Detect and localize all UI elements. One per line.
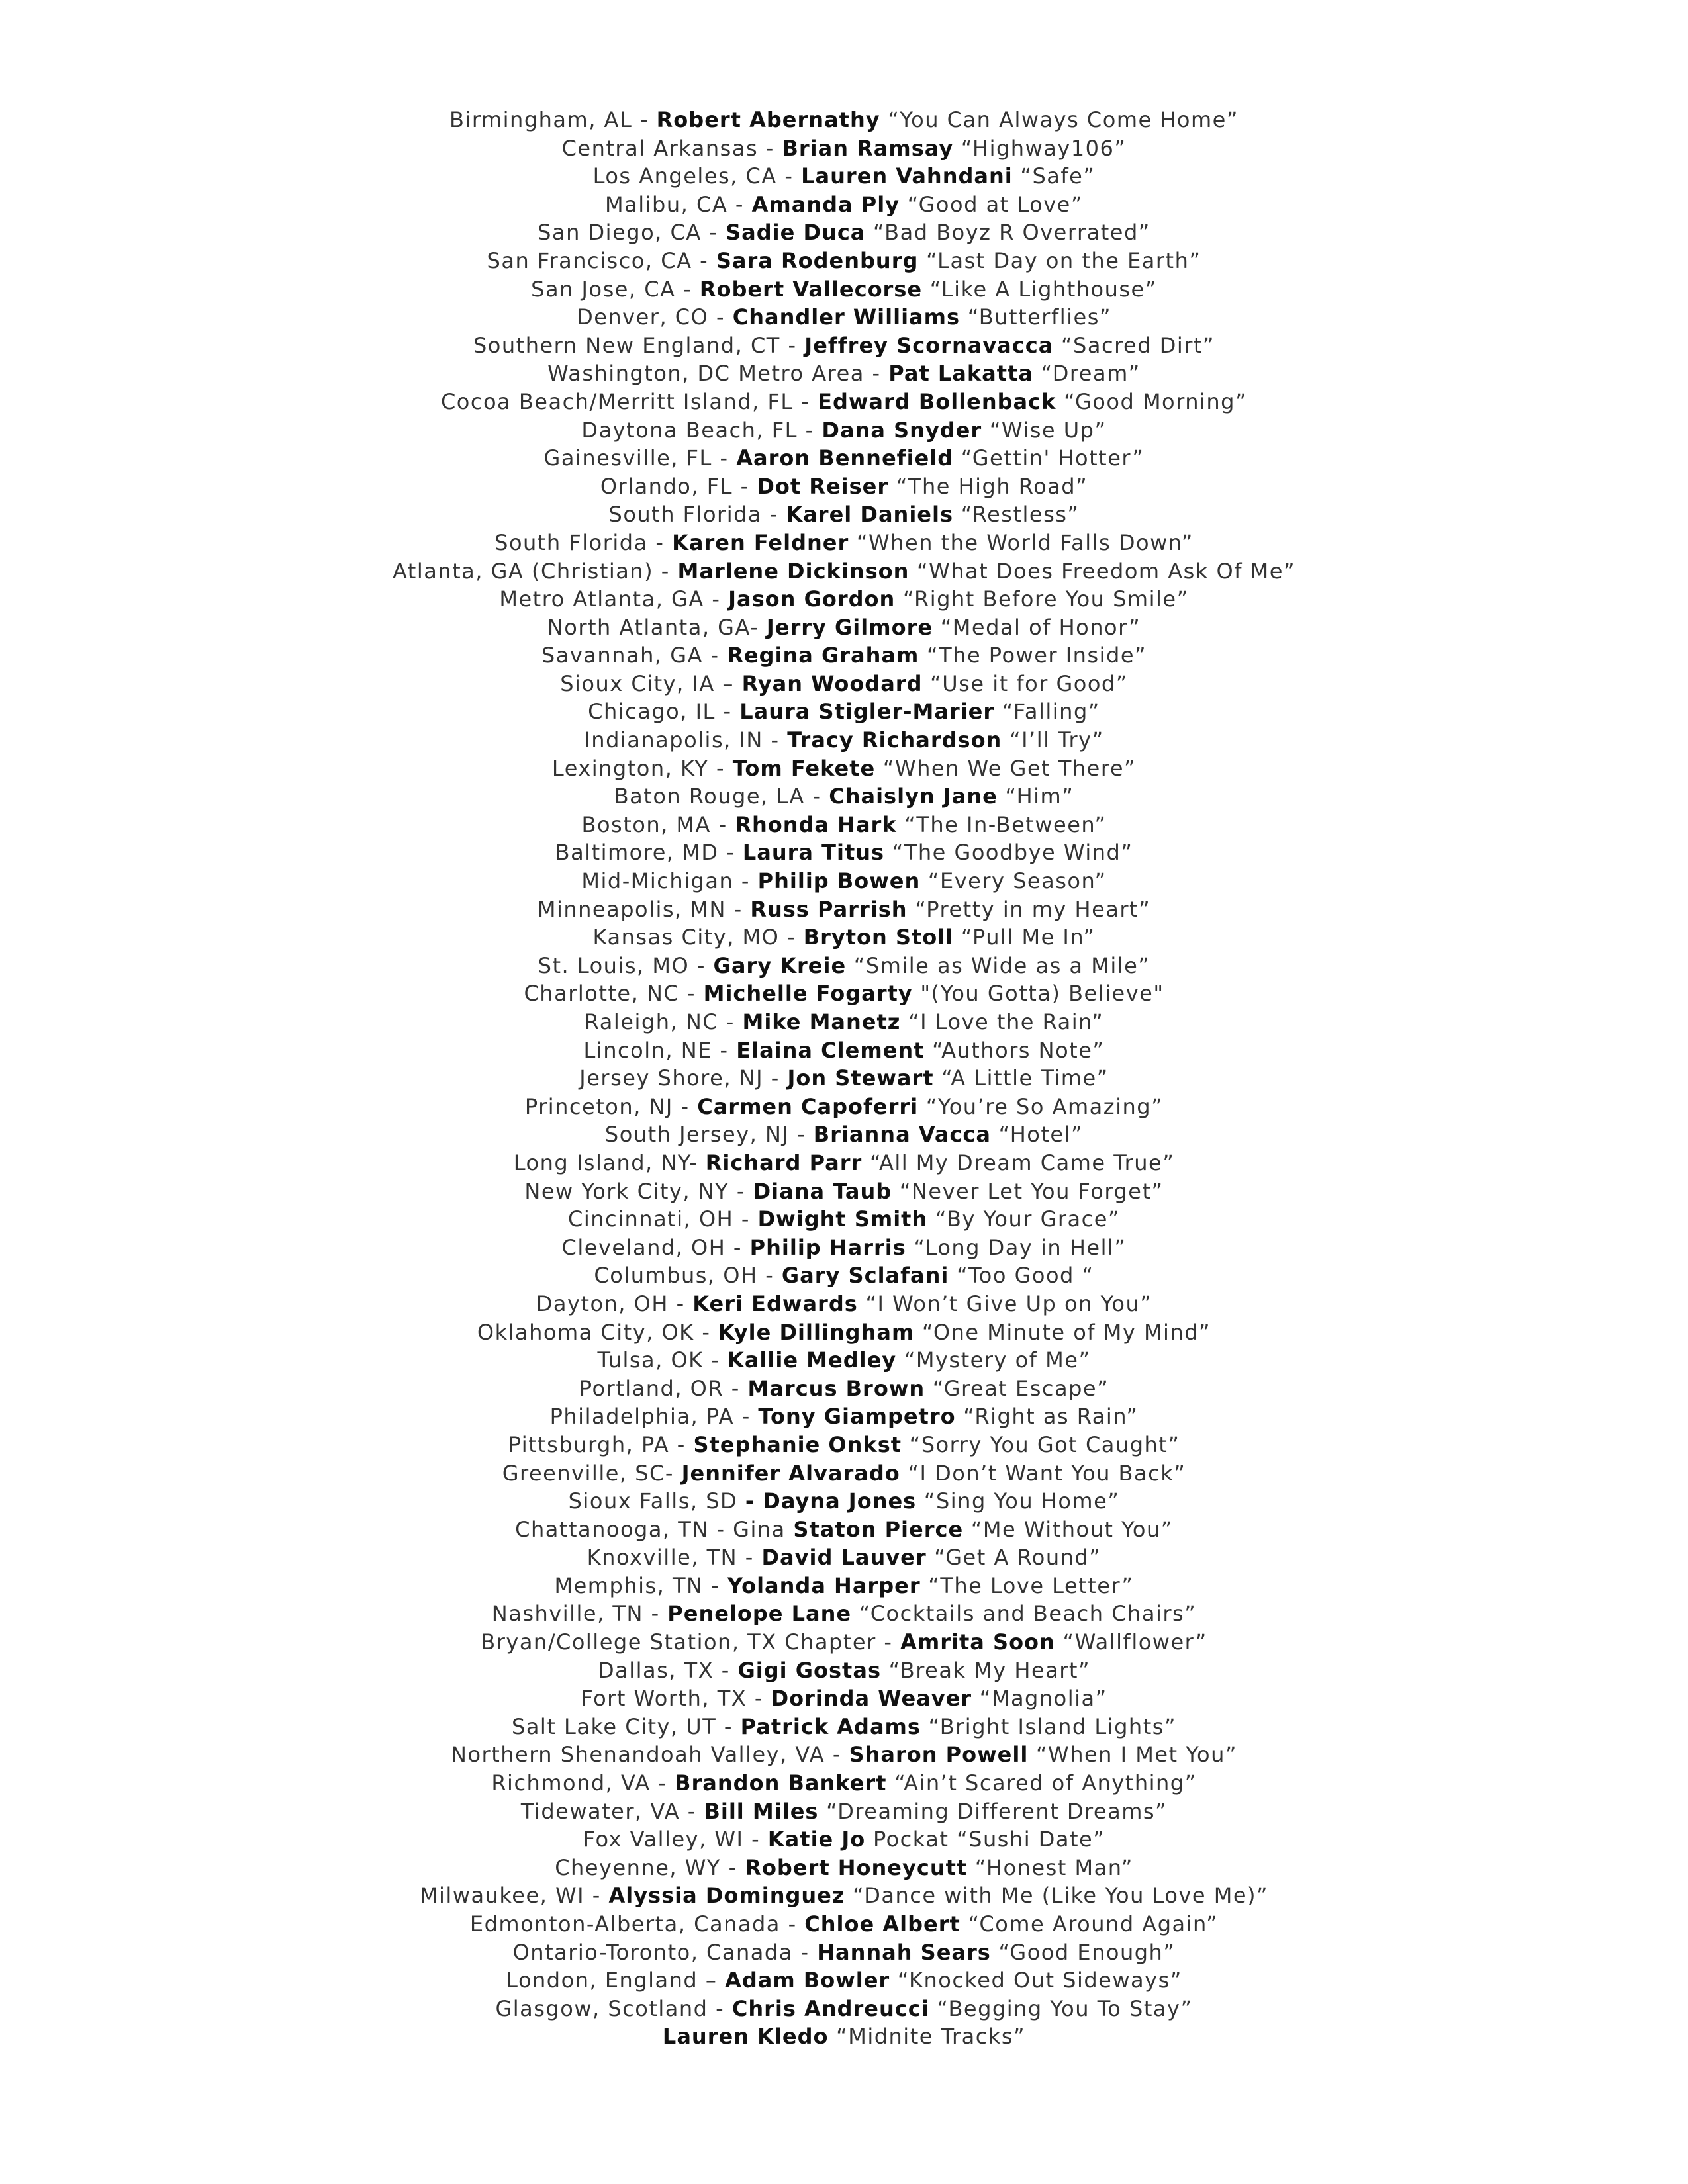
entry-line <box>0 275 1688 304</box>
entry-song-title: “When the World Falls Down” <box>849 529 1194 555</box>
entry-location: London, England – <box>506 1968 726 1993</box>
entry-song-title: “Gettin' Hotter” <box>953 445 1145 471</box>
entry-location: Lincoln, NE - <box>583 1037 737 1063</box>
entry-line <box>0 1516 1688 1544</box>
entry-song-title: “Long Day in Hell” <box>906 1234 1127 1260</box>
entry-artist-name: Michelle Fogarty <box>703 981 913 1007</box>
entry-location: Boston, MA - <box>581 811 735 837</box>
entry-artist-name: Brianna Vacca <box>813 1122 991 1148</box>
entry-song-title: “Knocked Out Sideways” <box>890 1968 1182 1993</box>
entry-location: Portland, OR - <box>579 1375 748 1401</box>
entry-location: Edmonton-Alberta, Canada - <box>469 1911 805 1936</box>
entry-location: Chattanooga, TN - Gina <box>515 1516 794 1542</box>
entry-location: Kansas City, MO - <box>592 925 804 950</box>
entry-artist-name: Patrick Adams <box>740 1713 921 1739</box>
entry-song-title: “Sorry You Got Caught” <box>902 1432 1180 1457</box>
entry-line <box>0 303 1688 332</box>
entry-artist-name: Laura Titus <box>742 840 885 866</box>
chapter-winners-list <box>0 106 1688 2051</box>
entry-location: Cheyenne, WY - <box>555 1854 745 1880</box>
entry-song-title: “Safe” <box>1012 163 1096 189</box>
entry-song-title: “The In-Between” <box>896 811 1107 837</box>
entry-artist-name: Russ Parrish <box>750 896 908 922</box>
entry-artist-name: Alyssia Dominguez <box>608 1883 845 1909</box>
entry-artist-name: Yolanda Harper <box>727 1572 921 1598</box>
entry-artist-name: Marlene Dickinson <box>677 558 910 584</box>
entry-song-title: "(You Gotta) Believe" <box>912 981 1164 1007</box>
entry-artist-name: Robert Abernathy <box>656 107 880 132</box>
entry-artist-name: Lauren Vahndani <box>801 163 1013 189</box>
entry-line <box>0 1657 1688 1685</box>
entry-artist-name: Hannah Sears <box>817 1939 991 1965</box>
entry-song-title: “Hotel” <box>990 1122 1084 1148</box>
entry-artist-name: Jennifer Alvarado <box>681 1460 900 1486</box>
entry-location: Raleigh, NC - <box>584 1009 743 1034</box>
entry-location: San Francisco, CA - <box>487 248 716 273</box>
entry-artist-name: Sara Rodenburg <box>716 248 919 273</box>
entry-location: Nashville, TN - <box>491 1601 668 1627</box>
entry-song-title: “Midnite Tracks” <box>828 2024 1026 2050</box>
entry-line <box>0 1769 1688 1797</box>
entry-line <box>0 1938 1688 1967</box>
entry-artist-name: Karen Feldner <box>672 529 849 555</box>
entry-artist-name: Keri Edwards <box>692 1291 858 1316</box>
entry-line <box>0 1741 1688 1769</box>
entry-location: San Diego, CA - <box>538 220 726 246</box>
entry-artist-name: Gary Kreie <box>713 952 847 978</box>
entry-song-title: “Bad Boyz R Overrated” <box>865 220 1150 246</box>
entry-line <box>0 952 1688 980</box>
entry-location: St. Louis, MO - <box>538 952 714 978</box>
entry-location: Southern New England, CT - <box>473 332 805 358</box>
entry-line <box>0 1910 1688 1938</box>
entry-line <box>0 1261 1688 1290</box>
entry-song-title: “Me Without You” <box>963 1516 1173 1542</box>
entry-song-title: Pockat “Sushi Date” <box>865 1827 1105 1852</box>
entry-song-title: “Magnolia” <box>972 1686 1107 1711</box>
entry-artist-name: Kallie Medley <box>727 1347 897 1373</box>
entry-artist-name: Marcus Brown <box>747 1375 925 1401</box>
entry-artist-name: Ryan Woodard <box>741 670 923 696</box>
entry-location: Lexington, KY - <box>551 755 733 781</box>
entry-artist-name: Robert Honeycutt <box>745 1854 968 1880</box>
entry-location: Central Arkansas - <box>561 135 782 161</box>
entry-location: Metro Atlanta, GA - <box>499 586 729 612</box>
entry-artist-name: - Dayna Jones <box>745 1488 917 1514</box>
entry-line <box>0 557 1688 586</box>
entry-line <box>0 585 1688 614</box>
entry-line <box>0 247 1688 275</box>
entry-line <box>0 1995 1688 2023</box>
entry-location: Cocoa Beach/Merritt Island, FL - <box>440 388 818 414</box>
entry-artist-name: Tony Giampetro <box>758 1404 956 1430</box>
entry-line <box>0 811 1688 839</box>
entry-location: North Atlanta, GA- <box>547 614 767 640</box>
entry-location: Washington, DC Metro Area - <box>547 361 889 387</box>
entry-line <box>0 218 1688 247</box>
entry-song-title: “Right as Rain” <box>955 1404 1139 1430</box>
entry-song-title: “Begging You To Stay” <box>929 1995 1193 2021</box>
entry-song-title: “When We Get There” <box>875 755 1137 781</box>
entry-artist-name: Philip Harris <box>749 1234 906 1260</box>
entry-song-title: “Good at Love” <box>900 191 1083 217</box>
entry-location: Bryan/College Station, TX Chapter - <box>481 1629 901 1655</box>
entry-location: Oklahoma City, OK - <box>477 1319 719 1345</box>
entry-location: Charlotte, NC - <box>524 981 704 1007</box>
entry-artist-name: Staton Pierce <box>793 1516 964 1542</box>
entry-song-title: “Sacred Dirt” <box>1053 332 1215 358</box>
entry-location: Birmingham, AL - <box>449 107 657 132</box>
entry-line <box>0 1487 1688 1516</box>
entry-line <box>0 473 1688 501</box>
entry-location: Ontario-Toronto, Canada - <box>512 1939 818 1965</box>
entry-location: Columbus, OH - <box>594 1263 782 1289</box>
entry-artist-name: Brian Ramsay <box>782 135 954 161</box>
entry-artist-name: Brandon Bankert <box>675 1770 887 1796</box>
entry-artist-name: Laura Stigler-Marier <box>739 699 995 725</box>
entry-song-title: “Highway106” <box>953 135 1127 161</box>
entry-song-title: “Wise Up” <box>982 417 1107 443</box>
entry-line <box>0 1402 1688 1431</box>
entry-song-title: “Wallflower” <box>1055 1629 1207 1655</box>
entry-song-title: “Good Enough” <box>990 1939 1176 1965</box>
entry-line <box>0 1600 1688 1628</box>
entry-artist-name: Lauren Kledo <box>662 2024 829 2050</box>
entry-line <box>0 444 1688 473</box>
entry-artist-name: Aaron Bennefield <box>736 445 954 471</box>
entry-song-title: “Get A Round” <box>926 1545 1102 1570</box>
entry-location: Tidewater, VA - <box>520 1798 704 1824</box>
entry-line <box>0 979 1688 1008</box>
entry-song-title: “Pull Me In” <box>953 925 1096 950</box>
entry-song-title: “By Your Grace” <box>927 1206 1120 1232</box>
entry-artist-name: Chaislyn Jane <box>829 784 998 809</box>
entry-line <box>0 1854 1688 1882</box>
entry-artist-name: David Lauver <box>761 1545 927 1570</box>
entry-line <box>0 839 1688 867</box>
entry-location: New York City, NY - <box>524 1178 753 1204</box>
entry-artist-name: Philip Bowen <box>757 868 921 894</box>
entry-line <box>0 867 1688 895</box>
entry-location: Los Angeles, CA - <box>592 163 802 189</box>
entry-location: Greenville, SC- <box>502 1460 682 1486</box>
entry-line <box>0 529 1688 557</box>
entry-song-title: “Cocktails and Beach Chairs” <box>851 1601 1197 1627</box>
entry-line <box>0 1064 1688 1093</box>
entry-location: Milwaukee, WI - <box>419 1883 609 1909</box>
entry-artist-name: Robert Vallecorse <box>699 276 923 302</box>
entry-line <box>0 1346 1688 1375</box>
entry-location: Northern Shenandoah Valley, VA - <box>451 1742 849 1768</box>
entry-line <box>0 191 1688 219</box>
entry-line <box>0 782 1688 811</box>
entry-location: Salt Lake City, UT - <box>512 1713 741 1739</box>
entry-song-title: “You Can Always Come Home” <box>880 107 1239 132</box>
entry-line <box>0 1825 1688 1854</box>
entry-song-title: “Dance with Me (Like You Love Me)” <box>845 1883 1269 1909</box>
entry-artist-name: Dorinda Weaver <box>771 1686 972 1711</box>
entry-line <box>0 670 1688 698</box>
entry-artist-name: Chandler Williams <box>732 304 961 330</box>
entry-line <box>0 500 1688 529</box>
entry-line <box>0 1177 1688 1206</box>
entry-line <box>0 1375 1688 1403</box>
entry-song-title: “Never Let You Forget” <box>892 1178 1164 1204</box>
entry-line <box>0 359 1688 388</box>
entry-line <box>0 1459 1688 1488</box>
entry-song-title: “Every Season” <box>920 868 1107 894</box>
entry-line <box>0 1572 1688 1600</box>
entry-song-title: “Use it for Good” <box>922 670 1128 696</box>
entry-song-title: “One Minute of My Mind” <box>914 1319 1211 1345</box>
entry-line <box>0 1318 1688 1347</box>
entry-artist-name: Bill Miles <box>704 1798 819 1824</box>
entry-location: Indianapolis, IN - <box>584 727 788 753</box>
entry-artist-name: Regina Graham <box>727 643 919 668</box>
entry-location: Baltimore, MD - <box>555 840 743 866</box>
entry-location: South Florida - <box>608 502 786 527</box>
entry-location: Orlando, FL - <box>600 473 757 499</box>
entry-song-title: “Right Before You Smile” <box>895 586 1189 612</box>
entry-location: Savannah, GA - <box>541 643 727 668</box>
entry-location: Denver, CO - <box>577 304 733 330</box>
entry-line <box>0 1120 1688 1149</box>
entry-location: Daytona Beach, FL - <box>581 417 822 443</box>
entry-artist-name: Karel Daniels <box>786 502 954 527</box>
entry-location: Long Island, NY- <box>513 1150 706 1175</box>
entry-location: Baton Rouge, LA - <box>614 784 829 809</box>
entry-line <box>0 1797 1688 1826</box>
entry-location: Richmond, VA - <box>491 1770 675 1796</box>
entry-location: South Florida - <box>494 529 673 555</box>
entry-line <box>0 754 1688 783</box>
entry-artist-name: Pat Lakatta <box>888 361 1033 387</box>
entry-line <box>0 416 1688 445</box>
entry-location: Knoxville, TN - <box>586 1545 762 1570</box>
entry-line <box>0 106 1688 134</box>
entry-artist-name: Carmen Capoferri <box>697 1093 919 1119</box>
entry-song-title: “Medal of Honor” <box>933 614 1141 640</box>
entry-location: Sioux City, IA – <box>560 670 742 696</box>
entry-artist-name: Gigi Gostas <box>737 1657 881 1683</box>
entry-location: Fort Worth, TX - <box>581 1686 771 1711</box>
entry-song-title: “Authors Note” <box>924 1037 1105 1063</box>
entry-line <box>0 1628 1688 1657</box>
entry-song-title: “Dream” <box>1033 361 1141 387</box>
entry-location: Tulsa, OK - <box>597 1347 728 1373</box>
entry-location: Princeton, NJ - <box>524 1093 698 1119</box>
entry-line <box>0 388 1688 416</box>
entry-artist-name: Tracy Richardson <box>787 727 1002 753</box>
entry-location: Dayton, OH - <box>536 1291 693 1316</box>
entry-line <box>0 134 1688 163</box>
entry-song-title: “Break My Heart” <box>880 1657 1091 1683</box>
entry-artist-name: Amanda Ply <box>751 191 900 217</box>
entry-artist-name: Dwight Smith <box>757 1206 928 1232</box>
entry-song-title: “A Little Time” <box>933 1066 1109 1091</box>
entry-location: South Jersey, NJ - <box>604 1122 814 1148</box>
entry-line <box>0 1093 1688 1121</box>
entry-line <box>0 1205 1688 1234</box>
entry-song-title: “The Love Letter” <box>920 1572 1134 1598</box>
entry-song-title: “You’re So Amazing” <box>918 1093 1164 1119</box>
entry-line <box>0 332 1688 360</box>
entry-artist-name: Rhonda Hark <box>735 811 897 837</box>
entry-location: Glasgow, Scotland - <box>495 1995 732 2021</box>
entry-line <box>0 1713 1688 1741</box>
entry-song-title: “Bright Island Lights” <box>920 1713 1176 1739</box>
entry-song-title: “Sing You Home” <box>916 1488 1120 1514</box>
entry-artist-name: Penelope Lane <box>667 1601 852 1627</box>
entry-line <box>0 2023 1688 2051</box>
entry-location: Dallas, TX - <box>597 1657 738 1683</box>
entry-song-title: “Falling” <box>994 699 1100 725</box>
entry-location: Pittsburgh, PA - <box>508 1432 694 1457</box>
entry-song-title: “Dreaming Different Dreams” <box>818 1798 1168 1824</box>
entry-location: Memphis, TN - <box>554 1572 727 1598</box>
entry-song-title: “Smile as Wide as a Mile” <box>846 952 1150 978</box>
entry-location: Chicago, IL - <box>588 699 740 725</box>
entry-artist-name: Jerry Gilmore <box>766 614 933 640</box>
entry-song-title: “Butterflies” <box>960 304 1111 330</box>
entry-song-title: “Come Around Again” <box>960 1911 1219 1936</box>
entry-artist-name: Katie Jo <box>767 1827 866 1852</box>
entry-artist-name: Jason Gordon <box>728 586 896 612</box>
entry-line <box>0 698 1688 726</box>
entry-song-title: “Too Good “ <box>949 1263 1094 1289</box>
entry-line <box>0 1431 1688 1459</box>
entry-song-title: “Last Day on the Earth” <box>918 248 1201 273</box>
entry-line <box>0 1966 1688 1995</box>
entry-location: Sioux Falls, SD <box>568 1488 745 1514</box>
entry-artist-name: Mike Manetz <box>742 1009 901 1034</box>
entry-artist-name: Tom Fekete <box>732 755 876 781</box>
entry-line <box>0 1684 1688 1713</box>
entry-song-title: “Ain’t Scared of Anything” <box>886 1770 1197 1796</box>
entry-song-title: “Great Escape” <box>925 1375 1109 1401</box>
entry-song-title: “The Power Inside” <box>919 643 1147 668</box>
entry-song-title: “The High Road” <box>888 473 1088 499</box>
entry-song-title: “Him” <box>997 784 1074 809</box>
entry-location: Philadelphia, PA - <box>549 1404 759 1430</box>
entry-artist-name: Dot Reiser <box>757 473 889 499</box>
entry-line <box>0 895 1688 924</box>
entry-location: Minneapolis, MN - <box>537 896 751 922</box>
entry-song-title: “All My Dream Came True” <box>862 1150 1175 1175</box>
entry-line <box>0 1234 1688 1262</box>
entry-line <box>0 641 1688 670</box>
entry-artist-name: Chris Andreucci <box>731 1995 929 2021</box>
entry-artist-name: Chloe Albert <box>804 1911 961 1936</box>
entry-artist-name: Elaina Clement <box>736 1037 925 1063</box>
entry-location: Fox Valley, WI - <box>583 1827 768 1852</box>
entry-song-title: “Good Morning” <box>1056 388 1248 414</box>
entry-line <box>0 1290 1688 1318</box>
entry-artist-name: Dana Snyder <box>821 417 982 443</box>
entry-artist-name: Sharon Powell <box>849 1742 1029 1768</box>
entry-artist-name: Diana Taub <box>753 1178 892 1204</box>
entry-location: Mid-Michigan - <box>581 868 758 894</box>
entry-song-title: “Honest Man” <box>967 1854 1133 1880</box>
entry-line <box>0 162 1688 191</box>
entry-location: Gainesville, FL - <box>543 445 737 471</box>
entry-song-title: “I Won’t Give Up on You” <box>857 1291 1152 1316</box>
entry-song-title: “Like A Lighthouse” <box>922 276 1157 302</box>
entry-artist-name: Richard Parr <box>705 1150 863 1175</box>
entry-location: Jersey Shore, NJ - <box>579 1066 788 1091</box>
entry-line <box>0 923 1688 952</box>
entry-song-title: “I Love the Rain” <box>900 1009 1104 1034</box>
entry-song-title: “When I Met You” <box>1028 1742 1237 1768</box>
entry-artist-name: Adam Bowler <box>725 1968 890 1993</box>
entry-song-title: “What Does Freedom Ask Of Me” <box>909 558 1296 584</box>
entry-artist-name: Gary Sclafani <box>781 1263 949 1289</box>
entry-artist-name: Bryton Stoll <box>803 925 954 950</box>
entry-location: Malibu, CA - <box>605 191 752 217</box>
entry-line <box>0 1543 1688 1572</box>
entry-location: San Jose, CA - <box>531 276 700 302</box>
entry-song-title: “Restless” <box>953 502 1080 527</box>
entry-location: Atlanta, GA (Christian) - <box>392 558 678 584</box>
entry-line <box>0 1008 1688 1036</box>
entry-song-title: “Pretty in my Heart” <box>907 896 1151 922</box>
entry-artist-name: Sadie Duca <box>726 220 866 246</box>
entry-artist-name: Jeffrey Scornavacca <box>804 332 1054 358</box>
entry-artist-name: Edward Bollenback <box>818 388 1056 414</box>
entry-line <box>0 726 1688 754</box>
entry-song-title: “Mystery of Me” <box>896 1347 1091 1373</box>
entry-song-title: “I’ll Try” <box>1002 727 1104 753</box>
entry-line <box>0 614 1688 642</box>
entry-artist-name: Jon Stewart <box>787 1066 934 1091</box>
entry-artist-name: Kyle Dillingham <box>718 1319 915 1345</box>
entry-song-title: “I Don’t Want You Back” <box>900 1460 1186 1486</box>
entry-line <box>0 1036 1688 1065</box>
entry-location: Cincinnati, OH - <box>568 1206 758 1232</box>
entry-line <box>0 1149 1688 1177</box>
entry-artist-name: Stephanie Onkst <box>693 1432 902 1457</box>
entry-song-title: “The Goodbye Wind” <box>884 840 1133 866</box>
entry-location: Cleveland, OH - <box>561 1234 750 1260</box>
entry-artist-name: Amrita Soon <box>900 1629 1055 1655</box>
entry-line <box>0 1882 1688 1910</box>
